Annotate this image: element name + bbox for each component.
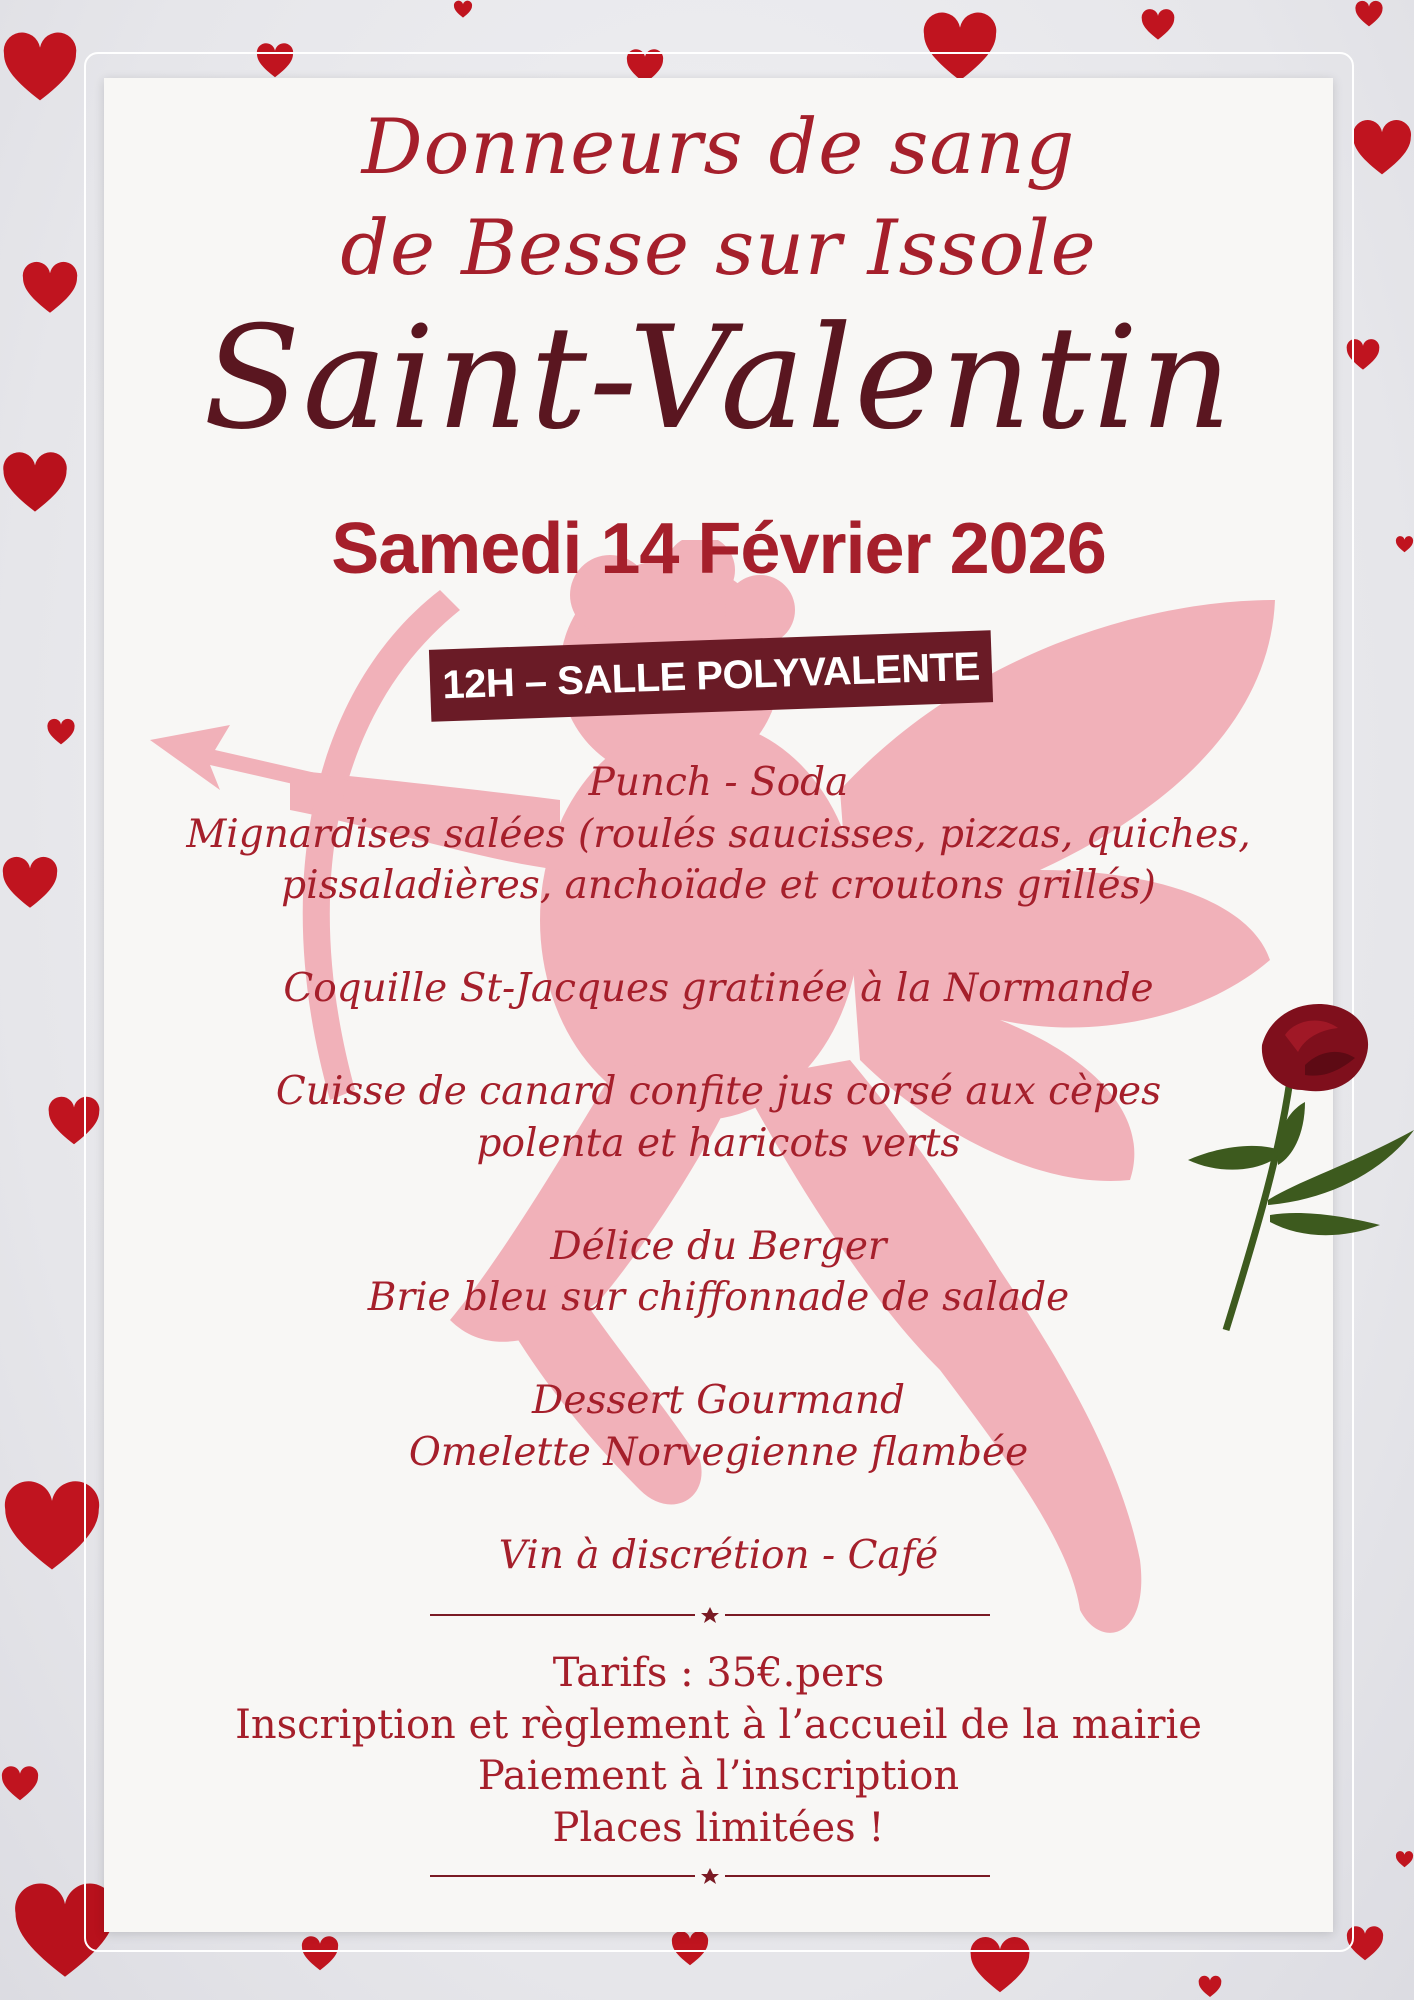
heart-icon [46,718,76,748]
menu-course [104,1221,1333,1324]
event-date: Samedi 14 Février 2026 [331,509,1106,589]
time-location-banner: 12H – SALLE POLYVALENTE [429,630,993,722]
heart-icon [1190,1975,1230,2000]
heart-icon [0,10,80,130]
divider-top [430,1605,990,1625]
menu-course [104,1066,1333,1169]
limited-places-text: Places limitées ! [552,1804,885,1851]
menu-list [104,757,1333,1581]
title-line-1: Donneurs de sang [361,102,1076,191]
heart-icon [1350,80,1414,220]
menu-course [104,1375,1333,1478]
menu-line: Délice du Berger [550,1223,887,1269]
heart-icon [0,1760,40,1810]
heart-icon [1354,0,1384,30]
divider-star-icon [701,1607,719,1623]
divider-bottom [430,1866,990,1886]
menu-line: Cuisse de canard confite jus corsé aux cèpes [275,1069,1162,1114]
menu-course [104,757,1333,912]
menu-line: Punch - Soda [588,760,849,805]
price-text: Tarifs : 35€.pers [552,1650,885,1696]
menu-line: Omelette Norvegienne flambée [408,1429,1029,1475]
heart-icon [0,430,70,540]
title-line-2: de Besse sur Issole [340,203,1097,292]
heart-icon [0,855,60,915]
menu-line: Brie bleu sur chiffonnade de salade [367,1275,1070,1320]
menu-course [104,1530,1333,1582]
heart-icon [1140,8,1176,44]
menu-line: pissaladières, anchoïade et croutons grillés) [281,863,1156,908]
heart-icon [1395,1800,1414,1920]
heart-icon [1395,500,1414,590]
divider-star-icon [701,1868,719,1884]
registration-text: Inscription et règlement à l’accueil de la mairie [235,1701,1202,1748]
menu-course [104,963,1333,1015]
heart-icon [445,0,481,20]
info-block [104,1648,1333,1854]
payment-text: Paiement à l’inscription [477,1753,960,1799]
heart-icon [20,255,80,325]
menu-line: Vin à discrétion - Café [498,1532,939,1578]
menu-line: Mignardises salées (roulés saucisses, pizzas, quiches, [186,811,1251,857]
event-title: Saint-Valentin [203,296,1234,461]
menu-line: Coquille St-Jacques gratinée à la Normande [283,966,1154,1011]
menu-line: Dessert Gourmand [532,1378,905,1423]
menu-line: polenta et haricots verts [476,1120,961,1166]
